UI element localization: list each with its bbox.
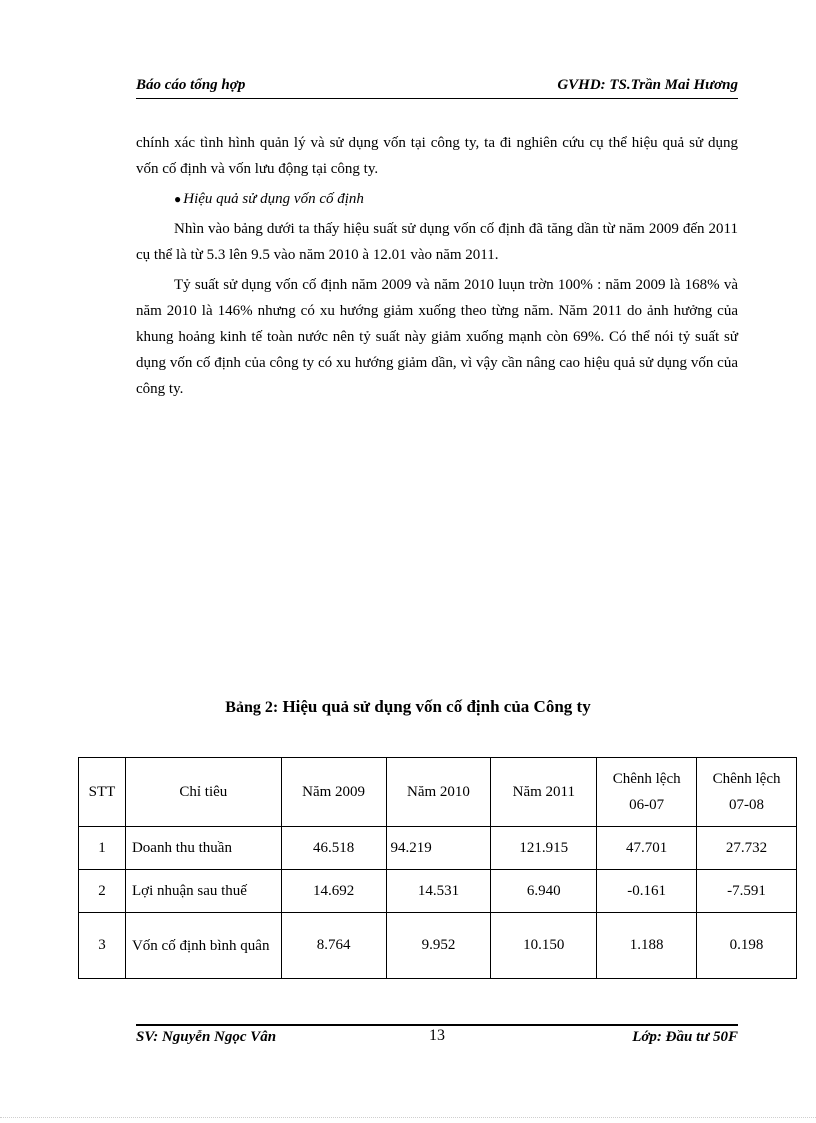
body-text (136, 130, 738, 406)
table-caption (0, 697, 816, 717)
header-cell: Chênh lệch 06-07 (597, 758, 697, 827)
table-cell: Doanh thu thuần (125, 827, 281, 870)
table-cell: 1.188 (597, 913, 697, 979)
table-cell: -0.161 (597, 870, 697, 913)
header-cell: Năm 2011 (491, 758, 597, 827)
header-cell: Năm 2010 (386, 758, 491, 827)
table-caption-label: Bảng 2: (225, 699, 279, 716)
table-cell: 1 (79, 827, 126, 870)
header-cell: Năm 2009 (281, 758, 386, 827)
header-report-title: Báo cáo tổng hợp (136, 77, 246, 93)
page-bottom-divider (0, 1117, 816, 1118)
table-cell: 2 (79, 870, 126, 913)
table-cell: 47.701 (597, 827, 697, 870)
paragraph-intro: chính xác tình hình quản lý và sử dụng vốn tại công ty, ta đi nghiên cứu cụ thể hiệu quả sử dụng vốn cố định và vốn lưu động tại công ty. (136, 135, 738, 177)
table-cell: Lợi nhuận sau thuế (125, 870, 281, 913)
table-cell: 121.915 (491, 827, 597, 870)
paragraph-efficiency: Nhìn vào bảng dưới ta thấy hiệu suất sử dụng vốn cố định đã tăng dần từ năm 2009 đến 2011 cụ thể là từ 5.3 lên 9.5 vào năm 2010 à 12.01 vào năm 2011. (136, 221, 738, 263)
table-cell: -7.591 (697, 870, 797, 913)
table-cell: 94.219 (386, 827, 491, 870)
header-cell: STT (79, 758, 126, 827)
table-caption-title: Hiệu quả sử dụng vốn cố định của Công ty (282, 697, 591, 716)
footer-class: Lớp: Đầu tư 50F (632, 1029, 738, 1045)
footer-student: SV: Nguyễn Ngọc Vân (136, 1029, 277, 1045)
table-cell: 14.692 (281, 870, 386, 913)
header-cell: Chỉ tiêu (125, 758, 281, 827)
table-row (79, 913, 797, 979)
table-cell: 10.150 (491, 913, 597, 979)
table-cell: 8.764 (281, 913, 386, 979)
table-cell: 3 (79, 913, 126, 979)
table-cell: 27.732 (697, 827, 797, 870)
fixed-capital-table (78, 757, 797, 979)
table-cell: 14.531 (386, 870, 491, 913)
page-footer (136, 1024, 738, 1050)
header-supervisor: GVHD: TS.Trần Mai Hương (557, 77, 738, 93)
bullet-heading (136, 186, 738, 212)
table-row (79, 870, 797, 913)
page-header (136, 74, 738, 99)
table-header-row (79, 758, 797, 827)
bullet-heading-text: Hiệu quả sử dụng vốn cố định (183, 191, 364, 207)
table-cell: 9.952 (386, 913, 491, 979)
page-number: 13 (429, 1027, 445, 1044)
bullet-icon: ● (174, 192, 182, 206)
paragraph-ratio: Tỷ suất sử dụng vốn cố định năm 2009 và năm 2010 luụn trờn 100% : năm 2009 là 168% và năm 2010 là 146% nhưng có xu hướng giảm xuống theo từng năm. Năm 2011 do ảnh hưởng của khung hoảng kinh tế toàn nước nên tỷ suất này giảm xuống mạnh còn 69%. Có thể nói tỷ suất sử dụng vốn cố định của công ty có xu hướng giảm dần, vì vậy cần nâng cao hiệu quả sử dụng vốn của công ty. (136, 277, 738, 397)
header-cell: Chênh lệch 07-08 (697, 758, 797, 827)
table-cell: 0.198 (697, 913, 797, 979)
table-cell: Vốn cố định bình quân (125, 913, 281, 979)
table-row (79, 827, 797, 870)
table-cell: 6.940 (491, 870, 597, 913)
table-cell: 46.518 (281, 827, 386, 870)
